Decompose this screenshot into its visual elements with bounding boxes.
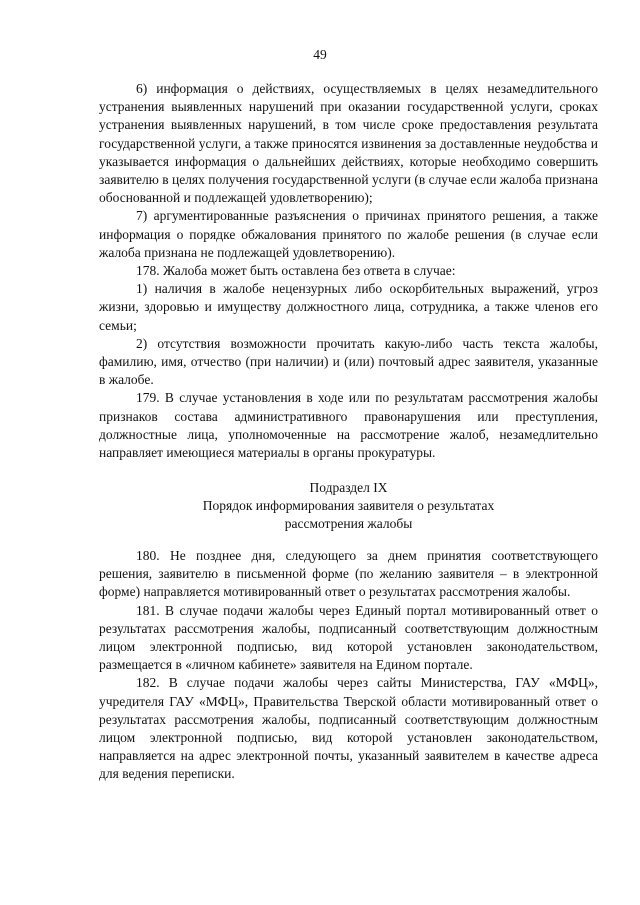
subsection-title-line-2: рассмотрения жалобы: [284, 516, 413, 532]
subsection-heading: [99, 479, 598, 534]
page-number: 49: [313, 47, 327, 62]
paragraph-178: 178. Жалоба может быть оставлена без ответа в случае:: [136, 263, 456, 279]
subsection-number: Подраздел IX: [309, 480, 388, 495]
paragraph-181: 181. В случае подачи жалобы через Единый портал мотивированный ответ о результатах рассмотрения жалобы, подписанный соответствующим должностным лицом электронной подписью, вид которой установлен законодательством, размещается в «личном кабинете» заявителя на Едином портале.: [99, 602, 598, 673]
paragraph-178-item-2: 2) отсутствия возможности прочитать какую-либо часть текста жалобы, фамилию, имя, отчество (при наличии) и (или) почтовый адрес заявителя, указанные в жалобе.: [99, 335, 598, 388]
paragraph-182: 182. В случае подачи жалобы через сайты Министерства, ГАУ «МФЦ», учредителя ГАУ «МФЦ», Правительства Тверской области мотивированный ответ о результатах рассмотрения жалобы, подписанный соответствующим должностным лицом электронной подписью, вид которой установлен законодательством, направляется на адрес электронной почты, указанный заявителем в качестве адреса для ведения переписки.: [99, 675, 598, 782]
paragraph-179: 179. В случае установления в ходе или по результатам рассмотрения жалобы признаков состава административного правонарушения или преступления, должностные лица, уполномоченные на рассмотрение жалоб, незамедлительно направляет имеющиеся материалы в органы прокуратуры.: [99, 390, 598, 461]
paragraph-178-item-1: 1) наличия в жалобе нецензурных либо оскорбительных выражений, угроз жизни, здоровью и имуществу должностного лица, сотрудника, а также членов его семьи;: [99, 281, 598, 333]
paragraph-item-7: 7) аргументированные разъяснения о причинах принятого решения, а также информация о порядке обжалования принятого по жалобе решения (в случае если жалоба признана не подлежащей удовлетворению).: [99, 208, 598, 260]
subsection-title-line-1: Порядок информирования заявителя о результатах: [202, 498, 495, 514]
paragraph-180: 180. Не позднее дня, следующего за днем принятия соответствующего решения, заявителю в письменной форме (по желанию заявителя – в электронной форме) направляется мотивированный ответ о результатах рассмотрения жалобы.: [99, 548, 598, 600]
paragraphs-after-subsection: [99, 547, 598, 784]
paragraph-item-6: 6) информация о действиях, осуществляемых в целях незамедлительного устранения выявленных нарушений при оказании государственной услуги, сроках устранения выявленных нарушений, в том числе сроке предоставления результата государственной услуги, а также приносятся извинения за доставленные неудобства и указывается информация о дальнейших действиях, которые необходимо совершить заявителю в целях получения государственной услуги (в случае если жалоба признана обоснованной и подлежащей удовлетворению);: [99, 81, 598, 206]
paragraphs-before-subsection: [99, 80, 598, 462]
